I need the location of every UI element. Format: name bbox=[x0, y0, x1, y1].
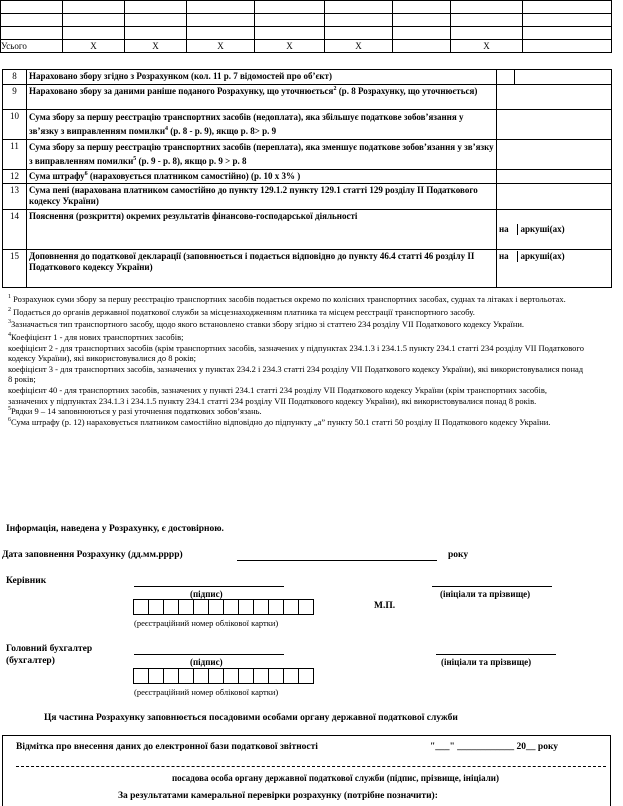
sheets-label: аркуші(ах) bbox=[515, 209, 612, 249]
row-number: 14 bbox=[3, 209, 27, 249]
total-row bbox=[1, 40, 612, 53]
table-row bbox=[3, 70, 612, 85]
row-number: 11 bbox=[3, 140, 27, 170]
row-text: Сума пені (нарахована платником самостійно до пункту 129.1.2 пункту 129.1 статті 129 розділу II Податкового кодексу України) bbox=[27, 183, 497, 209]
table-row bbox=[3, 249, 612, 287]
row-number: 12 bbox=[3, 170, 27, 184]
info-statement: Інформація, наведена у Розрахунку, є достовірною. bbox=[6, 524, 224, 534]
row-text: Сума штрафу$^6$ (нараховується платником самостійно) (р. 10 х 3% ) bbox=[27, 170, 497, 184]
initials-caption: (ініціали та прізвище) bbox=[440, 589, 531, 599]
stamp-label: М.П. bbox=[374, 601, 396, 611]
accountant-signature-field[interactable] bbox=[134, 654, 284, 655]
reg-number-caption: (реєстраційний номер облікової картки) bbox=[134, 618, 279, 628]
sheets-label: аркуші(ах) bbox=[515, 249, 612, 287]
x-mark: X bbox=[255, 40, 325, 53]
row-number: 15 bbox=[3, 249, 27, 287]
x-mark: X bbox=[63, 40, 125, 53]
tax-part-title: Ця частина Розрахунку заповнюється посадовими особами органу державної податкової служби bbox=[44, 713, 458, 723]
table-row bbox=[3, 209, 612, 249]
review-label: За результатами камеральної перевірки розрахунку (потрібне позначити): bbox=[118, 791, 438, 801]
row-text: Нараховано збору згідно з Розрахунком (кол. 11 р. 7 відомостей про об’єкт) bbox=[27, 70, 497, 85]
total-label: Усього bbox=[1, 40, 63, 53]
initials-caption: (ініціали та прізвище) bbox=[441, 657, 532, 667]
reg-number-caption: (реєстраційний номер облікової картки) bbox=[134, 687, 279, 697]
director-reg-number-boxes[interactable] bbox=[133, 599, 314, 615]
director-signature-field[interactable] bbox=[134, 586, 284, 587]
table-row bbox=[3, 110, 612, 140]
accountant-label: Головний бухгалтер bbox=[6, 644, 93, 654]
row-number: 10 bbox=[3, 110, 27, 140]
date-field[interactable] bbox=[237, 560, 437, 561]
table-row bbox=[3, 170, 612, 184]
accountant-name-field[interactable] bbox=[436, 654, 556, 655]
calculation-table bbox=[2, 69, 612, 288]
mark-date: "___" ____________ 20__ року bbox=[430, 742, 559, 752]
accountant-reg-number-boxes[interactable] bbox=[133, 668, 314, 684]
signature-caption: (підпис) bbox=[190, 589, 223, 599]
accountant-sublabel: (бухгалтер) bbox=[6, 656, 55, 666]
row-text: Доповнення до податкової декларації (заповнюється і подається відповідно до пункту 46.4 статті 46 розділу II Податкового кодексу України) bbox=[27, 249, 497, 287]
date-label: Дата заповнення Розрахунку (дд.мм.рррр) bbox=[2, 550, 183, 560]
year-word: року bbox=[448, 550, 469, 560]
summary-table-fragment bbox=[0, 0, 612, 53]
director-label: Керівник bbox=[6, 576, 47, 586]
table-row bbox=[3, 140, 612, 170]
official-caption: посадова особа органу державної податкової служби (підпис, прізвище, ініціали) bbox=[172, 773, 499, 783]
na-label: на bbox=[497, 249, 515, 287]
row-number: 13 bbox=[3, 183, 27, 209]
row-number: 9 bbox=[3, 85, 27, 110]
x-mark: X bbox=[125, 40, 187, 53]
table-row bbox=[3, 85, 612, 110]
footnotes: $^1$ Розрахунок суми збору за першу реєстрацію транспортних засобів подається окремо по колісних транспортних засобах, суднах та літаках і вертольотах. $^2$ Подається до органів державної податкової служби за місцезнаходженням платника та місцем реєстрації транспортного засобу. $^3$Зазначається тип транспортного засобу, щодо якого встановлено ставки збору згідно зі статтею 234 розділу VII Податкового кодексу України. $^4$Коефіцієнт 1 - для нових транспортних засобів; коефіцієнт 2 - для транспортних засобів (крім транспортних засобів, зазначених у підпунктах 234.1.3 і 234.1.5 пункту 234.1 статті 234 розділу VII Податкового кодексу України), які використовувалися до 8 років; коефіцієнт 3 - для транспортних засобів, зазначених у пунктах 234.2 і 234.3 статті 234 розділу VII Податкового кодексу України), які використовувалися понад 8 років; коефіцієнт 40 - для транспортних засобів, зазначених у пункті 234.1 статті 234 розділу VII Податкового кодексу України (крім транспортних засобів, зазначених у підпунктах 234.1.3 і 234.1.5 пункту 234.1 статті 234 розділу VII Податкового кодексу України), які використовувалися понад 8 років. $^5$Рядки 9 – 14 заповнюються у разі уточнення податкових зобов’язань. $^6$Сума штрафу (р. 12) нараховується платником самостійно відповідно до підпункту „а” пункту 50.1 статті 50 розділу II Податкового кодексу України. bbox=[8, 294, 584, 427]
signature-caption: (підпис) bbox=[190, 657, 223, 667]
row-number: 8 bbox=[3, 70, 27, 85]
official-signature-field[interactable] bbox=[16, 766, 606, 767]
row-text: Нараховано збору за даними раніше поданого Розрахунку, що уточнюється$^2$ (р. 8 Розрахунку, що уточнюється) bbox=[27, 85, 497, 110]
row-text: Пояснення (розкриття) окремих результатів фінансово-господарської діяльності bbox=[27, 209, 497, 249]
x-mark: X bbox=[187, 40, 255, 53]
x-mark: X bbox=[451, 40, 523, 53]
na-label: на bbox=[497, 209, 515, 249]
director-name-field[interactable] bbox=[432, 586, 552, 587]
row-text: Сума збору за першу реєстрацію транспортних засобів (переплата), яка зменшує податкове зобов’язання у зв’язку з виправленням помилки$^5$ (р. 9 - р. 8), якщо р. 9 > р. 8 bbox=[27, 140, 497, 170]
row-text: Сума збору за першу реєстрацію транспортних засобів (недоплата), яка збільшує податкове зобов’язання у зв’язку з виправленням помилки$^4$ (р. 8 - р. 9), якщо р. 8> р. 9 bbox=[27, 110, 497, 140]
mark-label: Відмітка про внесення даних до електронної бази податкової звітності bbox=[16, 742, 318, 752]
table-row bbox=[3, 183, 612, 209]
x-mark: X bbox=[325, 40, 393, 53]
